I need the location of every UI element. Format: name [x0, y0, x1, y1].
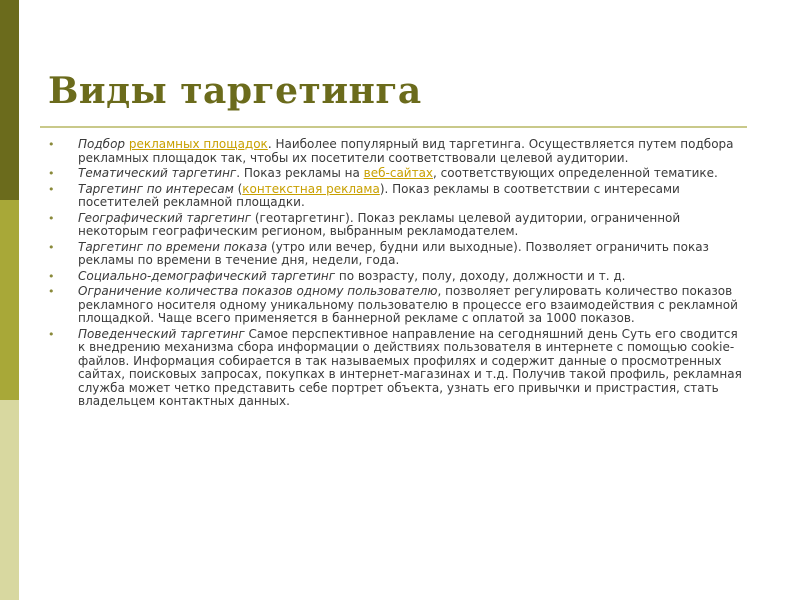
sidebar-segment-light [0, 400, 19, 600]
item-lead: Подбор [78, 137, 129, 151]
item-lead: Таргетинг по времени показа [78, 239, 268, 254]
item-text: . Показ рекламы на [236, 166, 364, 180]
list-item [48, 167, 748, 181]
list-item [48, 285, 748, 326]
item-lead: Ограничение количества показов одному пользователю [78, 284, 438, 298]
bullet-icon: • [48, 182, 55, 196]
list-item [48, 241, 748, 268]
bullet-icon: • [48, 327, 55, 341]
bullet-icon: • [48, 240, 55, 254]
item-lead: Таргетинг по интересам [78, 181, 234, 196]
bullet-icon: • [48, 138, 55, 151]
item-text: . Наиболее популярный вид таргетинга. Осуществляется путем подбора рекламных площадок так, чтобы их посетители соответствовали целевой аудитории. [78, 137, 734, 165]
item-text: ). Показ рекламы в соответствии с интересами посетителей рекламной площадки. [78, 181, 680, 209]
sidebar-segment-dark [0, 0, 19, 200]
list-item [48, 212, 748, 239]
sidebar-decoration [0, 0, 19, 600]
list-item [48, 270, 748, 284]
item-lead: Поведенческий таргетинг [78, 326, 245, 341]
item-text: (геотаргетинг). Показ рекламы целевой аудитории, ограниченной некоторым географическим регионом, выбранным рекламодателем. [78, 210, 681, 238]
item-text: Самое перспективное направление на сегодняшний день Суть его сводится к внедрению механизма сбора информации о действиях пользователя в интернете с помощью cookie-файлов. Информация собирается в так называемых профилях и содержит данные о просмотренных сайтах, поисковых запросах, покупках в интернет-магазинах и т.д. Получив такой профиль, рекламная служба может четко представить себе портрет объекта, узнать его привычки и пристрастия, стать владельцем контактных данных. [78, 326, 742, 408]
list-item [48, 183, 748, 210]
bullet-icon: • [48, 211, 55, 225]
slide-title: Виды таргетинга [48, 70, 422, 112]
list-item [48, 328, 748, 409]
item-text: (утро или вечер, будни или выходные). Позволяет ограничить показ рекламы по времени в течение дня, недели, года. [78, 239, 709, 267]
bullet-icon: • [48, 167, 55, 180]
bullet-icon: • [48, 285, 55, 298]
item-lead: Географический таргетинг [78, 210, 252, 225]
item-text: ( [233, 181, 243, 196]
link-ad-platforms[interactable]: рекламных площадок [128, 137, 268, 151]
item-lead: Социально-демографический таргетинг [78, 268, 336, 283]
list-item [48, 138, 748, 165]
item-text: , позволяет регулировать количество показов рекламного носителя одному уникальному пользователю в процессе его взаимодействия с рекламной площадкой. Чаще всего применяется в баннерной рекламе с оплатой за 1000 показов. [78, 284, 738, 325]
item-text: , соответствующих определенной тематике. [433, 166, 718, 180]
item-text: по возрасту, полу, доходу, должности и т. д. [335, 268, 626, 283]
item-lead: Тематический таргетинг [78, 166, 237, 180]
title-divider [40, 126, 747, 128]
bullet-icon: • [48, 269, 55, 283]
link-contextual-ads[interactable]: контекстная реклама [242, 181, 380, 196]
bullet-list [48, 138, 748, 411]
sidebar-segment-mid [0, 200, 19, 400]
link-websites[interactable]: веб-сайтах [363, 166, 434, 180]
